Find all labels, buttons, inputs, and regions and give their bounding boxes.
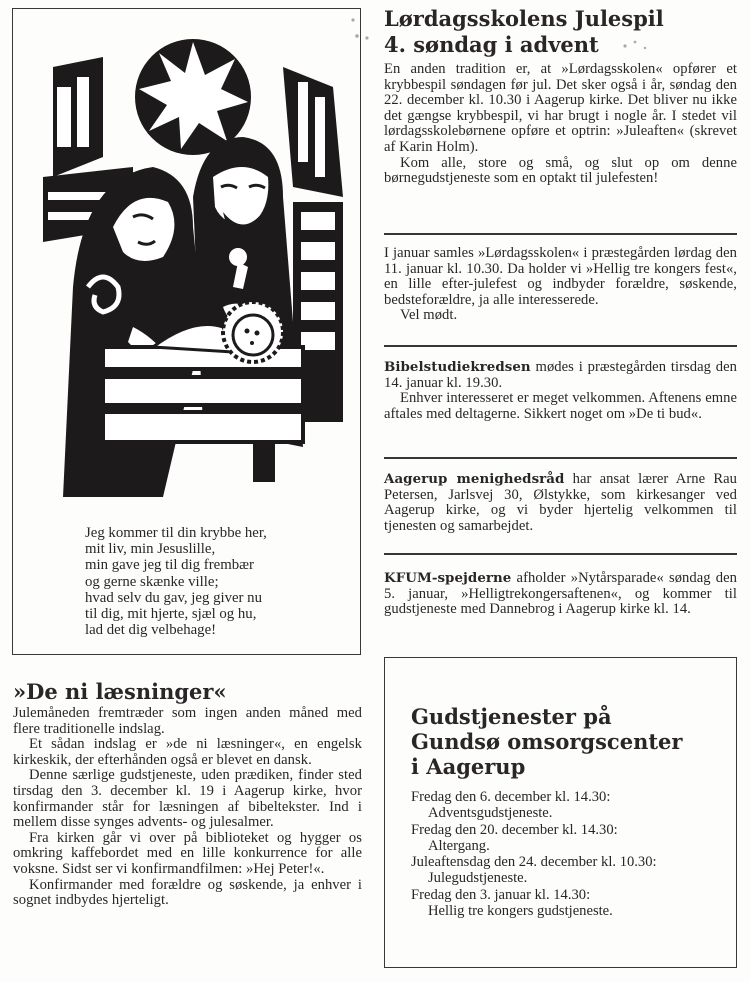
divider	[384, 345, 737, 347]
januar-notice	[384, 246, 737, 324]
schedule-service: Julegudstjeneste.	[428, 870, 528, 887]
gudstjenester-box	[384, 657, 737, 968]
kfum-notice	[384, 571, 737, 618]
lead-bold: Aagerup menighedsråd	[384, 471, 565, 487]
paragraph: Fra kirken går vi over på biblioteket og hygger os omkring kaffebordet med en lille konkurrence for alle voksne. Sidst ser vi konfirmandfilmen: »Hej Peter!«.	[13, 829, 362, 877]
paragraph: Kom alle, store og små, og slut op om denne børnegudstjeneste som en optakt til julefesten!	[384, 154, 737, 187]
paragraph: En anden tradition er, at »Lørdagsskolen« opfører et krybbespil søndagen før jul. Det sker også i år, søndag den 22. december kl. 10.30 i Aagerup kirke. Det bliver nu ikke det gængse krybbespil, vi har brugt i nogle år. I stedet vil lørdagsskolebørnene opføre et optrin: »Juleaften« (skrevet af Karin Holm).	[384, 61, 737, 155]
paragraph: Konfirmander med forældre og søskende, ja enhver i sognet indbydes hjerteligt.	[13, 876, 362, 909]
julespil-heading	[384, 6, 664, 58]
paragraph: Enhver interesseret er meget velkommen. Aftenens emne aftales med deltagerne. Sikkert noget om »De ti bud«.	[384, 390, 737, 422]
divider	[384, 553, 737, 555]
laesninger-article	[13, 706, 362, 909]
laesninger-heading: »De ni læsninger«	[13, 679, 227, 704]
paragraph: Denne særlige gudstjeneste, uden prædiken, finder sted tirsdag den 3. december kl. 19 i Aagerup kirke, hvor konfirmander står for læsningen af bibeltekster. Ind i mellem disse synges advents- og julesalmer.	[13, 767, 362, 831]
poem-line: lad det dig velbehage!	[85, 622, 217, 639]
illustration-box	[12, 8, 361, 655]
lead-bold: Bibelstudiekredsen	[384, 359, 531, 375]
poem-line: mit liv, min Jesuslille,	[85, 541, 216, 558]
heading-line: Gudstjenester på	[411, 704, 612, 729]
bibelstudie-notice	[384, 360, 737, 422]
schedule-service: Adventsgudstjeneste.	[428, 805, 553, 822]
heading-line: Gundsø omsorgscenter	[411, 729, 683, 754]
schedule-date: Fredag den 3. januar kl. 14.30:	[411, 886, 591, 903]
paragraph: Julemåneden fremtræder som ingen anden måned med flere traditionelle indslag.	[13, 705, 362, 737]
poem	[85, 525, 267, 638]
paragraph: I januar samles »Lørdagsskolen« i præstegården lørdag den 11. januar kl. 10.30. Da holder vi »Hellig tre kongers fest«, en lille efter-julefest og indbyder forældre, søskende, bedsteforældre, ja alle interesserede.	[384, 245, 737, 308]
divider	[384, 457, 737, 459]
schedule-date: Fredag den 6. december kl. 14.30:	[411, 789, 611, 805]
menighedsraad-notice	[384, 472, 737, 534]
poem-line: hvad selv du gav, jeg giver nu	[85, 589, 262, 606]
divider	[384, 233, 737, 235]
poem-line: Jeg kommer til din krybbe her,	[85, 525, 267, 541]
paragraph: Et sådan indslag er »de ni læsninger«, en engelsk kirkeskik, der efterhånden også er blevet en dansk.	[13, 736, 362, 768]
julespil-heading-line1: Lørdagsskolens Julespil	[384, 6, 664, 31]
schedule-date: Juleaftensdag den 24. december kl. 10.30:	[411, 854, 657, 871]
poem-line: til dig, mit hjerte, sjæl og hu,	[85, 606, 257, 623]
schedule-service: Hellig tre kongers gudstjeneste.	[428, 903, 613, 920]
paragraph	[384, 360, 737, 391]
paragraph	[384, 571, 737, 618]
julespil-article	[384, 62, 737, 187]
paragraph-text: mødes i præstegården tirsdag den 14. januar kl. 19.30.	[384, 359, 737, 391]
heading-line: i Aagerup	[411, 754, 526, 779]
lead-bold: KFUM-spejderne	[384, 570, 512, 586]
schedule-date: Fredag den 20. december kl. 14.30:	[411, 821, 618, 838]
paragraph-text: afholder »Nytårsparade« søndag den 5. januar, »Helligtrekongersaftenen«, og kommer til gudstjeneste med Dannebrog i Aagerup kirke kl. 14.	[384, 570, 737, 618]
paragraph-text: har ansat lærer Arne Rau Petersen, Jarlsvej 30, Ølstykke, som kirkesanger ved Aagerup kirke, og vi byder hjertelig velkommen til tjenesten og samarbejdet.	[384, 471, 737, 534]
schedule-service: Altergang.	[428, 837, 490, 854]
gudstjenester-heading	[411, 704, 682, 779]
julespil-heading-line2: 4. søndag i advent	[384, 32, 599, 57]
nativity-woodcut-image	[43, 27, 343, 507]
paragraph	[384, 472, 737, 534]
paragraph: Vel mødt.	[400, 307, 458, 324]
star-of-bethlehem	[135, 39, 251, 155]
poem-line: min gave jeg til dig frembær	[85, 557, 254, 574]
poem-line: og gerne skænke ville;	[85, 573, 219, 590]
service-schedule	[411, 789, 657, 919]
